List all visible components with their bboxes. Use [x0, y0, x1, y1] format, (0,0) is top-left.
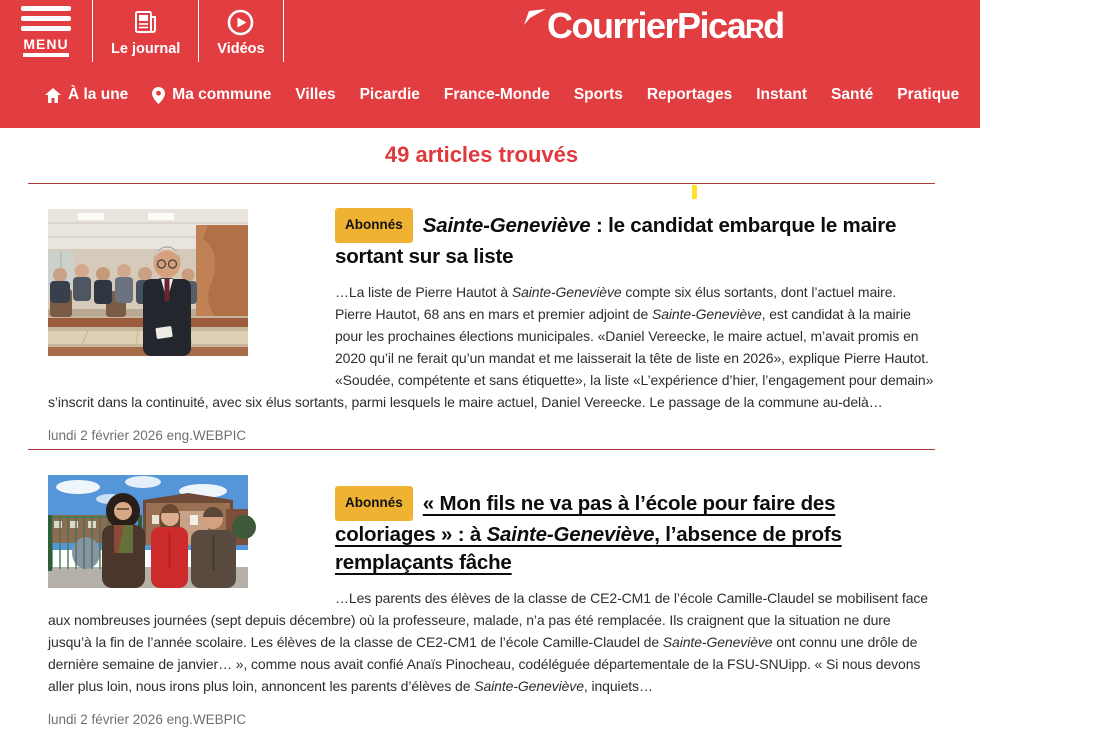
results-count: 49 articles trouvés — [384, 142, 579, 167]
article-thumbnail[interactable] — [48, 475, 248, 588]
search-highlight-caret — [692, 185, 697, 199]
meeting-room-photo — [48, 209, 248, 356]
nav-item-ma-commune[interactable]: Ma commune — [152, 86, 271, 104]
menu-button[interactable] — [0, 0, 92, 62]
nav-item-sports[interactable]: Sports — [573, 86, 623, 103]
article-excerpt: …Les parents des élèves de la classe de CE2-CM1 de l’école Camille-Claudel se mobilisent face aux nombreuses journées (sept depuis décembre) où la professeure, malade, n’a pas été remplacée. Ils craignent que la situation ne dure jusqu’à la fin de l’année scolaire. Les élèves de la classe de CE2-CM1 de l’école Camille-Claudel de Sainte-Geneviève ont connu une drôle de dernière semaine de janvier… », comme nous avait confié Anaïs Pinocheau, codéléguée départementale de la FSU-SNUipp. « Si nous devons aller plus loin, nous irons plus loin, annoncent les parents d’élèves de Sainte-Geneviève, inquiets… — [48, 590, 928, 694]
article-date: lundi 2 février 2026 eng.WEBPIC — [48, 712, 247, 727]
school-parents-photo — [48, 475, 248, 588]
nav-item-france-monde[interactable]: France-Monde — [443, 86, 550, 103]
search-results-page — [28, 142, 935, 733]
header-utility-bar — [0, 0, 980, 62]
article-excerpt: …La liste de Pierre Hautot à Sainte-Geneviève compte six élus sortants, dont l’actuel maire. Pierre Hautot, 68 ans en mars et premier adjoint de Sainte-Geneviève, est candidat à la mairie pour les prochaines élections municipales. «Daniel Vereecke, le maire actuel, m’avait promis en 2020 qu’il ne ferait qu’un mandat et me laisserait la tête de liste en 2026», explique Pierre Hautot. «Soudée, compétente et sans étiquette», la liste «L’expérience d’hier, l’engagement pour demain» s’inscrit dans la continuité, avec six élus sortants, parmi lesquels le maire actuel, Daniel Vereecke. Le passage de la commune au-delà… — [48, 284, 934, 410]
article-thumbnail[interactable] — [48, 209, 248, 356]
subscriber-badge: Abonnés — [335, 208, 413, 243]
nav-item-villes[interactable]: Villes — [295, 86, 336, 103]
nav-item-sante[interactable]: Santé — [831, 86, 874, 103]
nav-item-a-la-une[interactable]: À la une — [45, 86, 128, 104]
journal-label: Le journal — [111, 41, 181, 57]
newspaper-icon — [133, 7, 159, 37]
subscriber-badge: Abonnés — [335, 486, 413, 521]
article-card — [28, 184, 935, 449]
logo-arrow-icon — [524, 9, 546, 32]
logo-text: CourrierPicaRd — [547, 5, 784, 46]
article-date: lundi 2 février 2026 eng.WEBPIC — [48, 428, 247, 443]
nav-item-picardie[interactable]: Picardie — [359, 86, 420, 103]
top-header — [0, 0, 1104, 128]
menu-label: MENU — [23, 36, 68, 57]
journal-button[interactable] — [93, 0, 198, 62]
article-title-text: Sainte-Geneviève : le candidat embarque le maire sortant sur sa liste — [335, 214, 897, 268]
nav-item-instant[interactable]: Instant — [756, 86, 808, 103]
article-title-text: « Mon fils ne va pas à l’école pour faire des coloriages » : à Sainte-Geneviève, l’absence de profs remplaçants fâche — [335, 492, 842, 574]
courrier-picard-logo[interactable] — [524, 5, 784, 46]
videos-label: Vidéos — [217, 41, 265, 57]
play-circle-icon — [227, 7, 254, 37]
location-pin-icon — [152, 87, 165, 104]
hamburger-icon — [21, 6, 71, 31]
article-card — [28, 450, 935, 733]
nav-item-pratique[interactable]: Pratique — [897, 86, 960, 103]
nav-item-sorties-et-loisirs[interactable]: Sorties et loisirs — [983, 86, 1104, 103]
home-icon — [45, 88, 61, 103]
nav-item-reportages[interactable]: Reportages — [646, 86, 733, 103]
main-navigation — [0, 62, 1104, 128]
divider — [283, 0, 284, 62]
videos-button[interactable] — [199, 0, 282, 62]
